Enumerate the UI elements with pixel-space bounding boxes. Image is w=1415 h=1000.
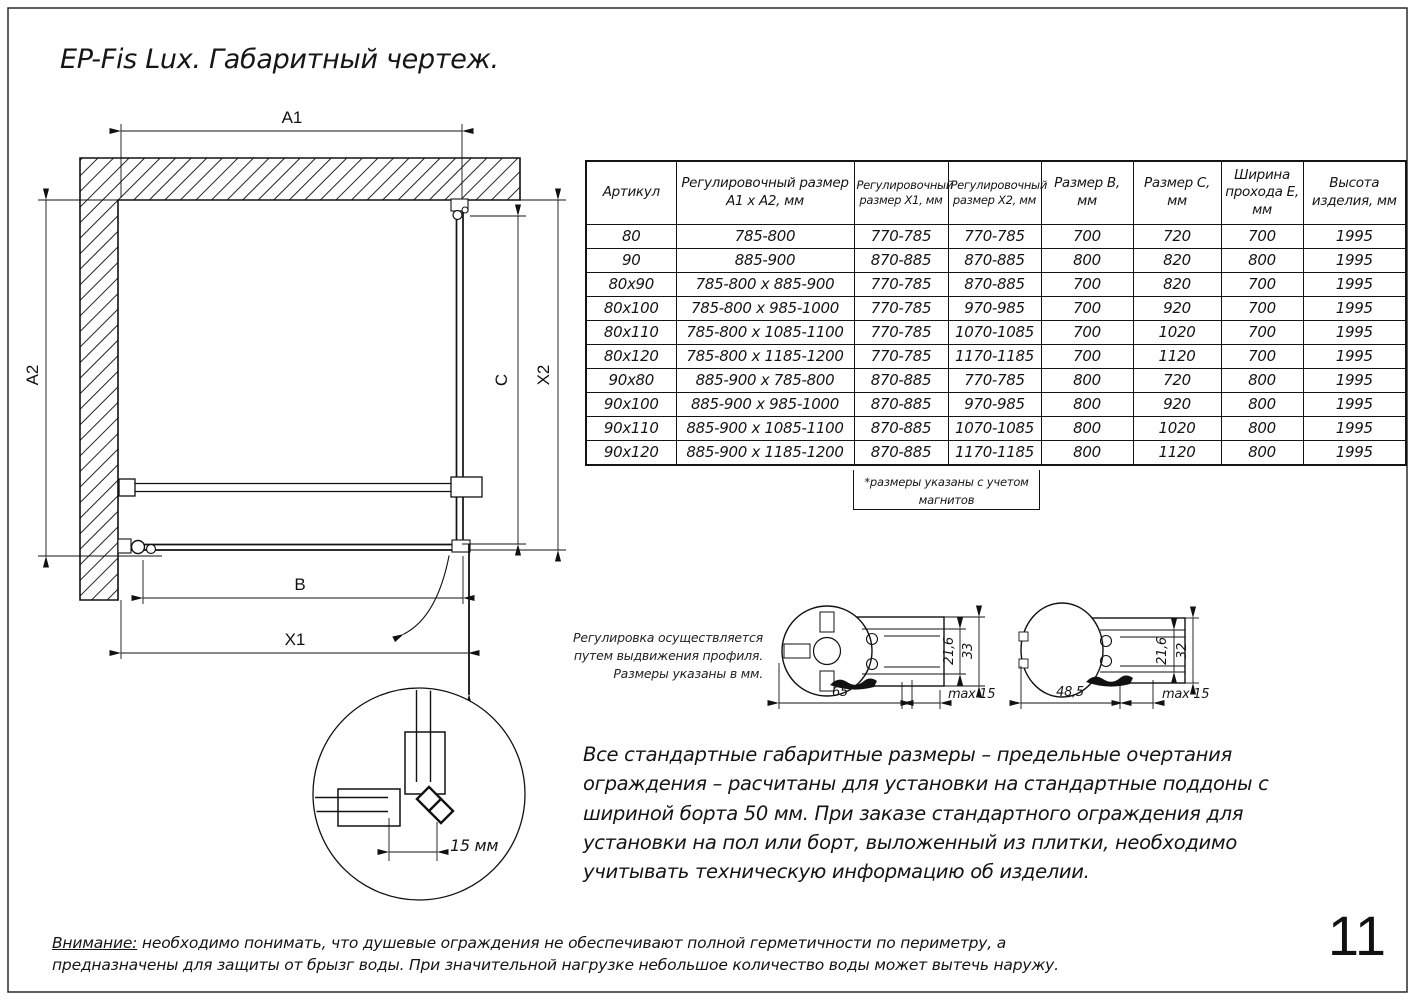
dim-label-x2: X2 <box>534 364 553 386</box>
table-cell: 80x100 <box>586 297 676 321</box>
table-cell: 700 <box>1041 225 1133 249</box>
profile2-height-label: 32 <box>1175 643 1190 659</box>
table-cell: 1995 <box>1303 441 1406 466</box>
table-row <box>586 273 1406 297</box>
profile1-max-label: max 15 <box>948 687 996 702</box>
adjustment-note-line: Регулировка осуществляется <box>572 630 763 645</box>
table-cell: 770-785 <box>854 225 948 249</box>
table-cell: 1120 <box>1133 441 1221 466</box>
table-cell: 800 <box>1221 393 1303 417</box>
table-cell: 885-900 x 1185-1200 <box>676 441 854 466</box>
table-cell: 785-800 x 1185-1200 <box>676 345 854 369</box>
table-cell: 700 <box>1041 345 1133 369</box>
table-cell: 800 <box>1041 393 1133 417</box>
table-cell: 1995 <box>1303 345 1406 369</box>
table-cell: 1995 <box>1303 297 1406 321</box>
table-cell: 700 <box>1221 345 1303 369</box>
plan-view <box>80 158 520 694</box>
table-cell: 885-900 <box>676 249 854 273</box>
corner-detail-view <box>312 686 525 900</box>
table-cell: 1995 <box>1303 393 1406 417</box>
table-cell: 970-985 <box>948 393 1041 417</box>
table-cell: 800 <box>1221 369 1303 393</box>
table-cell: 870-885 <box>948 273 1041 297</box>
table-cell: 90x80 <box>586 369 676 393</box>
table-cell: 820 <box>1133 273 1221 297</box>
table-cell: 870-885 <box>854 417 948 441</box>
warning-label: Внимание: <box>52 934 138 952</box>
table-row <box>586 225 1406 249</box>
table-cell: 970-985 <box>948 297 1041 321</box>
table-cell: 90x120 <box>586 441 676 466</box>
table-cell: 1995 <box>1303 225 1406 249</box>
profile2-max-label: max 15 <box>1162 687 1210 702</box>
warning-text: необходимо понимать, что душевые ограждения не обеспечивают полной герметичности по периметру, а предназначены для защиты от брызг воды. При значительной нагрузке небольшое количество воды может вытечь наружу. <box>52 934 1059 974</box>
table-cell: 1995 <box>1303 369 1406 393</box>
column-header: Артикул <box>586 161 676 225</box>
table-cell: 870-885 <box>854 249 948 273</box>
table-cell: 800 <box>1041 417 1133 441</box>
table-cell: 800 <box>1221 417 1303 441</box>
table-cell: 885-900 x 1085-1100 <box>676 417 854 441</box>
table-cell: 870-885 <box>854 393 948 417</box>
warning-note <box>52 932 1092 976</box>
table-cell: 785-800 x 985-1000 <box>676 297 854 321</box>
table-cell: 80x110 <box>586 321 676 345</box>
table-cell: 870-885 <box>854 441 948 466</box>
table-cell: 800 <box>1041 369 1133 393</box>
table-cell: 700 <box>1041 321 1133 345</box>
table-cell: 720 <box>1133 369 1221 393</box>
table-cell: 700 <box>1041 273 1133 297</box>
table-cell: 1170-1185 <box>948 345 1041 369</box>
column-header: Регулировочный размер А1 х А2, мм <box>676 161 854 225</box>
table-cell: 700 <box>1221 225 1303 249</box>
profile-section-1 <box>779 606 995 709</box>
dim-label-c: C <box>492 373 511 387</box>
table-cell: 1995 <box>1303 249 1406 273</box>
table-cell: 700 <box>1221 297 1303 321</box>
table-cell: 920 <box>1133 297 1221 321</box>
dim-label-a1: A1 <box>281 108 303 127</box>
table-cell: 885-900 x 785-800 <box>676 369 854 393</box>
profile2-inner-label: 21,6 <box>1155 637 1170 665</box>
column-header: Высота изделия, мм <box>1303 161 1406 225</box>
table-cell: 1120 <box>1133 345 1221 369</box>
dim-label-a2: A2 <box>23 364 42 386</box>
table-cell: 1070-1085 <box>948 321 1041 345</box>
table-row <box>586 393 1406 417</box>
table-row <box>586 441 1406 466</box>
profile2-width-label: 48,5 <box>1056 685 1084 700</box>
table-cell: 800 <box>1041 441 1133 466</box>
profile-section-2 <box>1019 603 1209 709</box>
table-cell: 785-800 x 1085-1100 <box>676 321 854 345</box>
installation-note: Все стандартные габаритные размеры – предельные очертания ограждения – расчитаны для установки на стандартные поддоны с шириной борта 50 мм. При заказе стандартного ограждения для установки на пол или борт, выложенный из плитки, необходимо учитывать техническую информацию об изделии. <box>583 743 1269 883</box>
table-cell: 1020 <box>1133 417 1221 441</box>
table-row <box>586 417 1406 441</box>
table-cell: 885-900 x 985-1000 <box>676 393 854 417</box>
table-row <box>586 345 1406 369</box>
profile1-height-label: 33 <box>961 643 976 659</box>
table-cell: 720 <box>1133 225 1221 249</box>
column-header: Ширина прохода Е, мм <box>1221 161 1303 225</box>
table-cell: 90x100 <box>586 393 676 417</box>
table-cell: 870-885 <box>854 369 948 393</box>
adjustment-note <box>558 629 763 683</box>
table-cell: 800 <box>1221 441 1303 466</box>
size-table <box>585 160 1407 466</box>
wall-section <box>80 158 520 600</box>
table-cell: 770-785 <box>948 369 1041 393</box>
column-header: Регулировочный размер Х1, мм <box>854 161 948 225</box>
table-cell: 770-785 <box>854 321 948 345</box>
column-header: Размер С, мм <box>1133 161 1221 225</box>
table-cell: 80x120 <box>586 345 676 369</box>
table-header-row <box>586 161 1406 225</box>
table-row <box>586 321 1406 345</box>
dim-label-x1: X1 <box>284 630 306 649</box>
adjustment-note-line: Размеры указаны в мм. <box>613 666 763 682</box>
table-row <box>586 369 1406 393</box>
table-cell: 770-785 <box>854 273 948 297</box>
table-cell: 1995 <box>1303 417 1406 441</box>
column-header: Регулировочный размер Х2, мм <box>948 161 1041 225</box>
table-cell: 700 <box>1221 321 1303 345</box>
profile1-inner-label: 21,6 <box>942 637 957 665</box>
table-cell: 80x90 <box>586 273 676 297</box>
table-cell: 920 <box>1133 393 1221 417</box>
table-cell: 80 <box>586 225 676 249</box>
dim-label-b: B <box>294 575 306 594</box>
table-row <box>586 249 1406 273</box>
table-cell: 800 <box>1041 249 1133 273</box>
table-cell: 1995 <box>1303 321 1406 345</box>
table-footnote: *размеры указаны с учетом магнитов <box>853 470 1040 510</box>
table-cell: 770-785 <box>948 225 1041 249</box>
adjustment-note-line: путем выдвижения профиля. <box>573 648 763 664</box>
table-row <box>586 297 1406 321</box>
table-cell: 90 <box>586 249 676 273</box>
table-cell: 1020 <box>1133 321 1221 345</box>
table-cell: 700 <box>1041 297 1133 321</box>
table-cell: 800 <box>1221 249 1303 273</box>
table-cell: 770-785 <box>854 345 948 369</box>
table-cell: 820 <box>1133 249 1221 273</box>
table-cell: 785-800 <box>676 225 854 249</box>
table-cell: 1995 <box>1303 273 1406 297</box>
table-cell: 90x110 <box>586 417 676 441</box>
table-cell: 870-885 <box>948 249 1041 273</box>
profile1-width-label: 65 <box>832 685 848 700</box>
column-header: Размер В, мм <box>1041 161 1133 225</box>
detail-dim-label: 15 мм <box>450 836 499 855</box>
table-cell: 785-800 x 885-900 <box>676 273 854 297</box>
table-cell: 1170-1185 <box>948 441 1041 466</box>
table-cell: 770-785 <box>854 297 948 321</box>
table-cell: 700 <box>1221 273 1303 297</box>
table-body <box>586 225 1406 466</box>
table-cell: 1070-1085 <box>948 417 1041 441</box>
page-title: EP-Fis Lux. Габаритный чертеж. <box>60 44 499 75</box>
page-number: 11 <box>1327 904 1387 967</box>
